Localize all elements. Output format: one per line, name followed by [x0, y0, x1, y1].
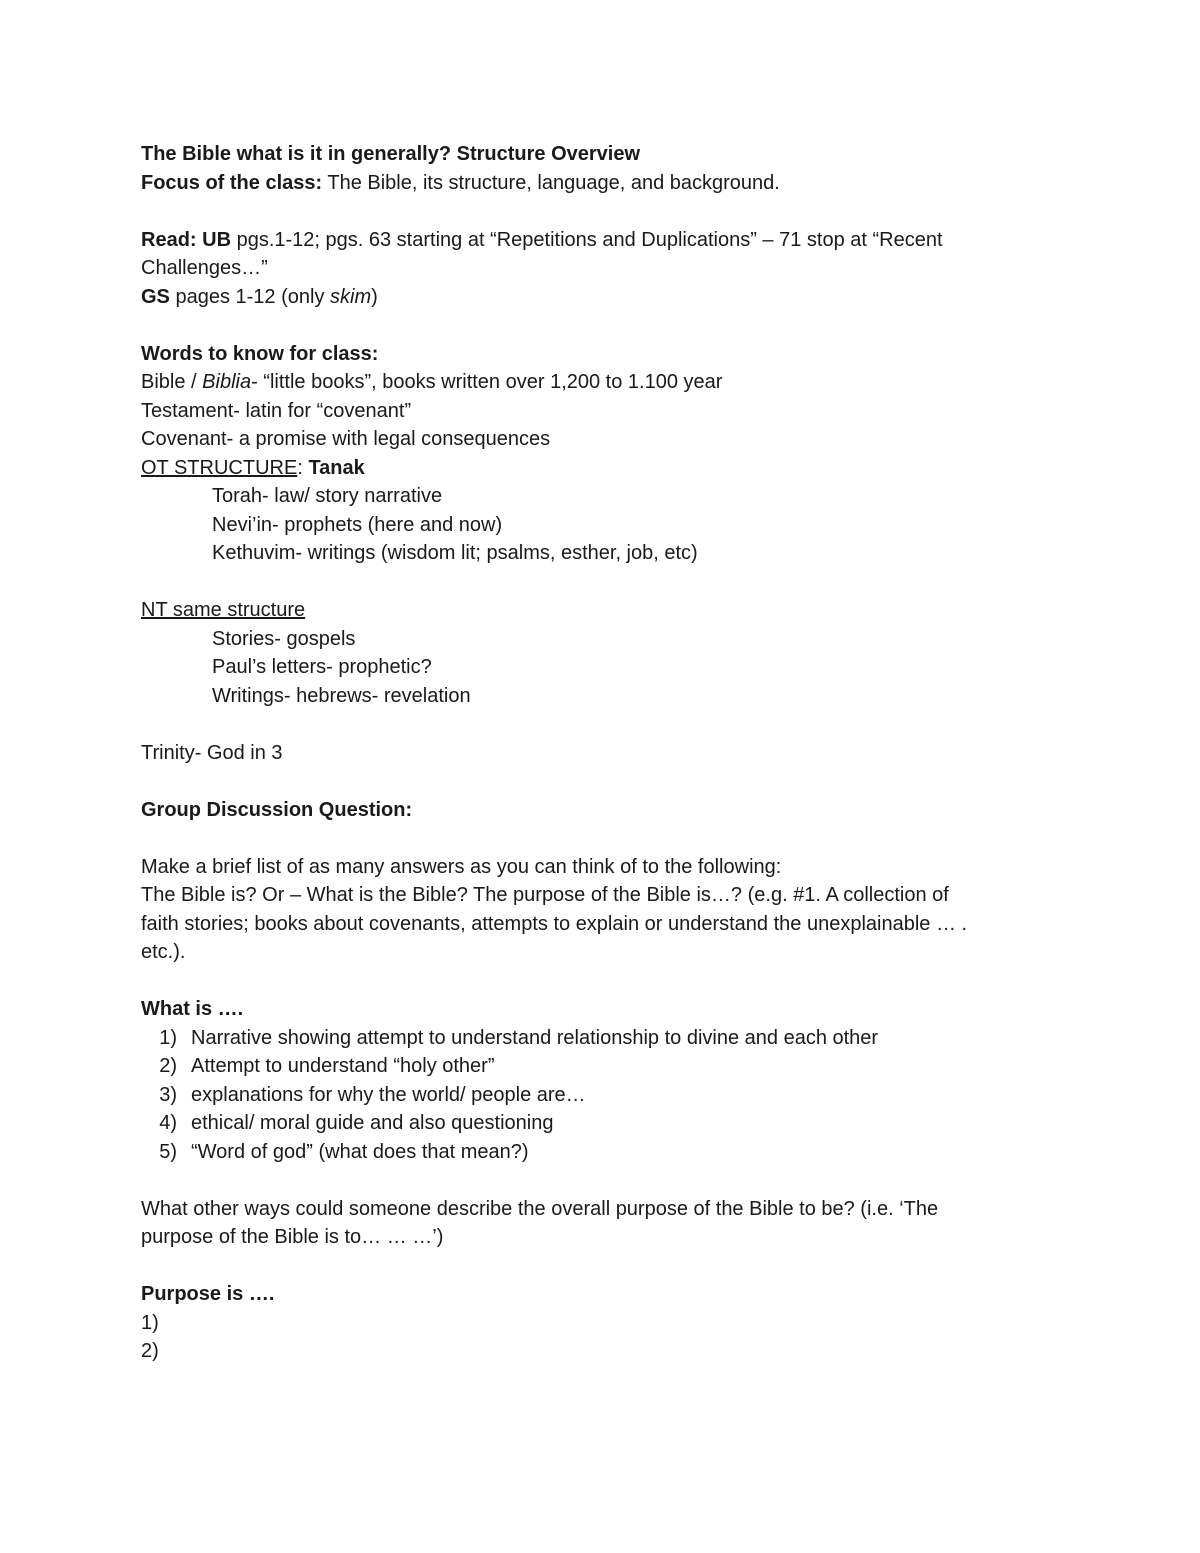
bible-meaning: - “little books”, books written over 1,200 to 1.100 year [251, 371, 723, 393]
nt-item-stories: Stories- gospels [212, 627, 356, 650]
list-number: 4) [159, 1112, 177, 1134]
gs-line [141, 283, 1041, 312]
what-is-list [141, 1024, 1041, 1167]
list-item [141, 1052, 1041, 1081]
list-text: ethical/ moral guide and also questioning [191, 1112, 554, 1134]
covenant-definition: Covenant- a promise with legal consequences [141, 428, 551, 450]
focus-text: The Bible, its structure, language, and background. [322, 171, 780, 194]
discussion-question-l2: faith stories; books about covenants, attempts to explain or understand the unexplainable … . [141, 912, 968, 935]
other-ways-l2: purpose of the Bible is to… … …’) [141, 1226, 444, 1248]
words-heading: Words to know for class: [141, 342, 379, 365]
discussion-prompt: Make a brief list of as many answers as you can think of to the following: [141, 855, 782, 878]
read-text: pgs.1-12; pgs. 63 starting at “Repetitions and Duplications” – 71 stop at “Recent [231, 228, 943, 251]
list-number: 3) [159, 1083, 177, 1106]
ot-item-torah: Torah- law/ story narrative [212, 485, 443, 507]
nt-item-letters: Paul’s letters- prophetic? [212, 656, 432, 678]
gs-skim: skim [330, 285, 372, 308]
list-text: “Word of god” (what does that mean?) [191, 1140, 529, 1163]
ot-structure-label: OT STRUCTURE [141, 456, 298, 479]
what-is-heading: What is …. [141, 998, 244, 1020]
gs-label: GS [141, 285, 170, 308]
testament-definition: Testament- latin for “covenant” [141, 399, 412, 422]
list-number: 5) [159, 1140, 177, 1163]
bible-definition [141, 368, 1041, 397]
gs-text: pages 1-12 (only [169, 285, 331, 308]
gs-close: ) [371, 285, 378, 308]
list-item [141, 1081, 1041, 1110]
list-number: 2) [159, 1055, 177, 1077]
ot-item-neviim: Nevi’in- prophets (here and now) [212, 513, 503, 536]
other-ways-l1: What other ways could someone describe the overall purpose of the Bible to be? (i.e. ‘The [141, 1197, 939, 1220]
nt-item-writings: Writings- hebrews- revelation [212, 684, 471, 707]
list-text: Attempt to understand “holy other” [191, 1055, 495, 1077]
discussion-question-l3: etc.). [141, 941, 186, 963]
purpose-item-2: 2) [141, 1340, 159, 1362]
purpose-item-1: 1) [141, 1311, 159, 1334]
list-text: Narrative showing attempt to understand relationship to divine and each other [191, 1026, 879, 1049]
document-title: The Bible what is it in generally? Structure Overview [141, 143, 641, 165]
list-item [141, 1138, 1041, 1167]
document-body [141, 140, 1041, 1366]
focus-line [141, 169, 1041, 198]
trinity-definition: Trinity- God in 3 [141, 741, 283, 764]
read-line-2: Challenges…” [141, 257, 268, 279]
ot-colon: : [297, 456, 309, 479]
ot-item-kethuvim: Kethuvim- writings (wisdom lit; psalms, esther, job, etc) [212, 542, 698, 564]
focus-label: Focus of the class: [141, 171, 323, 194]
list-number: 1) [159, 1026, 177, 1049]
bible-term: Bible / [141, 371, 203, 393]
read-label: Read: UB [141, 228, 232, 251]
discussion-heading: Group Discussion Question: [141, 798, 413, 821]
list-text: explanations for why the world/ people are… [191, 1083, 586, 1106]
purpose-heading: Purpose is …. [141, 1283, 275, 1305]
discussion-question-l1: The Bible is? Or – What is the Bible? The purpose of the Bible is…? (e.g. #1. A collection of [141, 884, 949, 906]
nt-structure-label: NT same structure [141, 599, 306, 621]
ot-structure-line [141, 454, 1041, 483]
biblia-term: Biblia [202, 371, 252, 393]
read-line [141, 226, 1041, 255]
list-item [141, 1109, 1041, 1138]
tanak-term: Tanak [308, 456, 365, 479]
list-item [141, 1024, 1041, 1053]
